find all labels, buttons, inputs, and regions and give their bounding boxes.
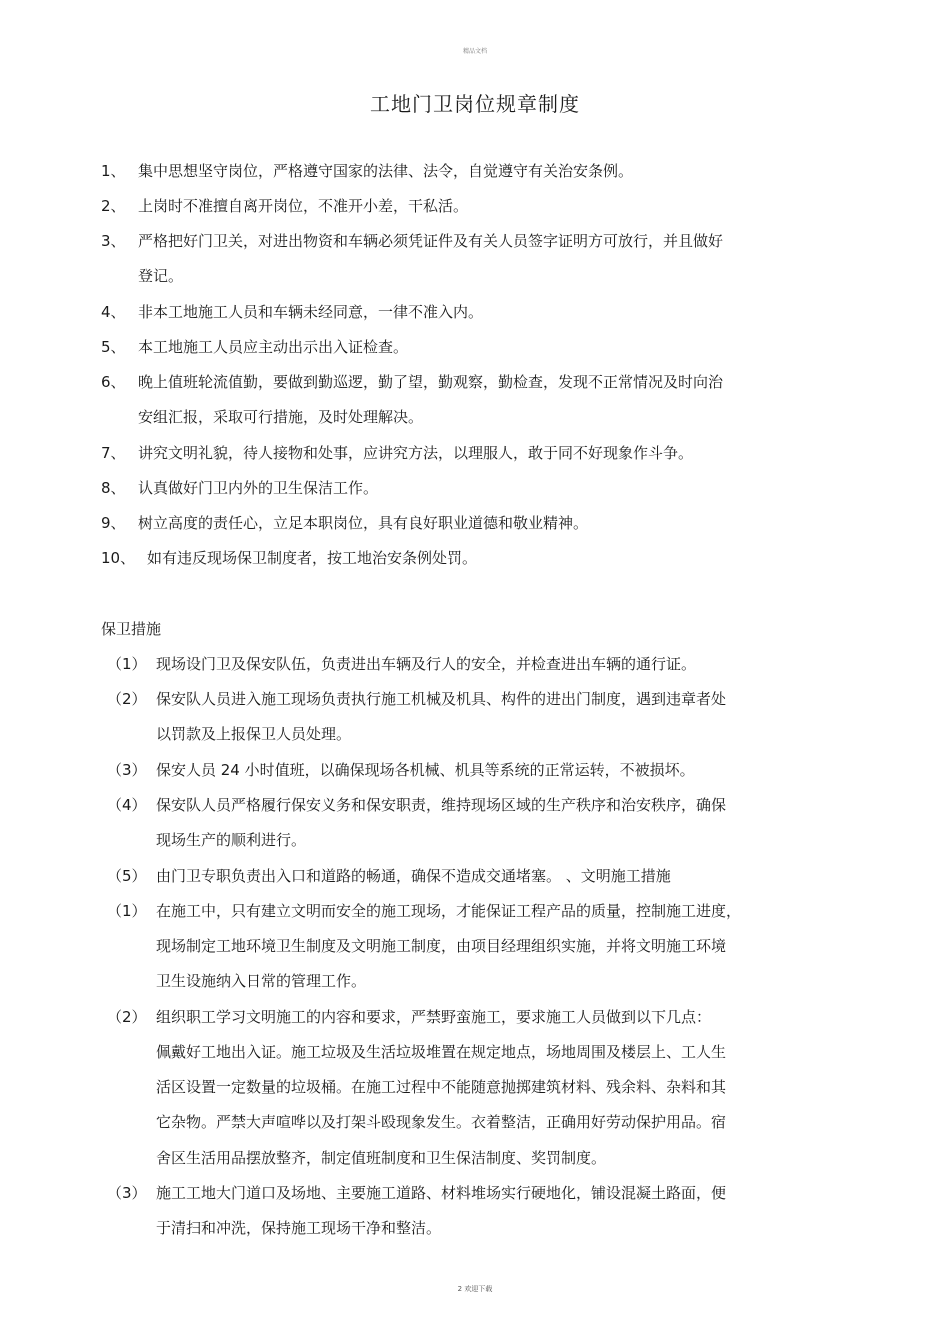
rule-number: 8、 (101, 479, 126, 497)
measure-text: 它杂物。严禁大声喧哗以及打架斗殴现象发生。衣着整洁，正确用好劳动保护用品。宿 (156, 1113, 727, 1131)
measure-number: （5） (107, 867, 147, 885)
rule-number: 7、 (101, 444, 126, 462)
measure-number: （3） (107, 1184, 147, 1202)
rule-number: 3、 (101, 232, 126, 250)
page-footer: 2 欢迎下载 (457, 1285, 493, 1293)
measure-text: 于清扫和冲洗，保持施工现场干净和整洁。 (156, 1219, 442, 1237)
header-note: 精品文档 (462, 48, 487, 55)
rule-text: 上岗时不准擅自离开岗位，不准开小差，干私活。 (138, 197, 469, 215)
rule-text: 如有违反现场保卫制度者，按工地治安条例处罚。 (147, 549, 478, 567)
rule-text: 讲究文明礼貌，待人接物和处事，应讲究方法，以理服人，敢于同不好现象作斗争。 (138, 444, 694, 462)
rule-text: 晚上值班轮流值勤，要做到勤巡逻，勤了望，勤观察，勤检查，发现不正常情况及时向治 (138, 373, 724, 391)
rule-text: 树立高度的责任心，立足本职岗位，具有良好职业道德和敬业精神。 (138, 514, 589, 532)
measure-number: （3） (107, 761, 147, 779)
measure-text: 在施工中，只有建立文明而安全的施工现场，才能保证工程产品的质量，控制施工进度， (156, 902, 742, 920)
rule-number: 9、 (101, 514, 126, 532)
section-title: 保卫措施 (101, 620, 162, 638)
measure-text: 现场制定工地环境卫生制度及文明施工制度，由项目经理组织实施，并将文明施工环境 (156, 937, 727, 955)
measure-text: 卫生设施纳入日常的管理工作。 (156, 972, 367, 990)
rule-text: 严格把好门卫关，对进出物资和车辆必须凭证件及有关人员签字证明方可放行，并且做好 (138, 232, 724, 250)
measure-text: 现场设门卫及保安队伍，负责进出车辆及行人的安全，并检查进出车辆的通行证。 (156, 655, 697, 673)
measure-number: （1） (107, 902, 147, 920)
rule-text: 集中思想坚守岗位，严格遵守国家的法律、法令，自觉遵守有关治安条例。 (138, 162, 634, 180)
measure-number: （1） (107, 655, 147, 673)
rule-number: 2、 (101, 197, 126, 215)
measure-number: （2） (107, 690, 147, 708)
rule-number: 10、 (101, 549, 136, 567)
measure-text: 保安人员 24 小时值班，以确保现场各机械、机具等系统的正常运转，不被损坏。 (156, 761, 695, 779)
measure-text: 由门卫专职负责出入口和道路的畅通，确保不造成交通堵塞。 、文明施工措施 (156, 867, 671, 885)
rule-number: 4、 (101, 303, 126, 321)
measure-text: 保安队人员进入施工现场负责执行施工机械及机具、构件的进出门制度，遇到违章者处 (156, 690, 727, 708)
rule-number: 6、 (101, 373, 126, 391)
rule-text: 认真做好门卫内外的卫生保洁工作。 (138, 479, 379, 497)
document-title: 工地门卫岗位规章制度 (370, 92, 580, 116)
measure-text: 舍区生活用品摆放整齐，制定值班制度和卫生保洁制度、奖罚制度。 (156, 1149, 607, 1167)
rule-text: 登记。 (138, 267, 184, 285)
measure-text: 佩戴好工地出入证。施工垃圾及生活垃圾堆置在规定地点，场地周围及楼层上、工人生 (156, 1043, 727, 1061)
rule-text: 本工地施工人员应主动出示出入证检查。 (138, 338, 409, 356)
measure-text: 组织职工学习文明施工的内容和要求，严禁野蛮施工，要求施工人员做到以下几点： (156, 1008, 712, 1026)
measure-text: 活区设置一定数量的垃圾桶。在施工过程中不能随意抛掷建筑材料、残余料、杂料和其 (156, 1078, 727, 1096)
measure-text: 保安队人员严格履行保安义务和保安职责，维持现场区域的生产秩序和治安秩序，确保 (156, 796, 727, 814)
measure-text: 施工工地大门道口及场地、主要施工道路、材料堆场实行硬地化，铺设混凝土路面，便 (156, 1184, 727, 1202)
rule-number: 5、 (101, 338, 126, 356)
measure-text: 以罚款及上报保卫人员处理。 (156, 725, 352, 743)
rule-text: 安组汇报，采取可行措施，及时处理解决。 (138, 408, 424, 426)
measure-number: （4） (107, 796, 147, 814)
rule-text: 非本工地施工人员和车辆未经同意，一律不准入内。 (138, 303, 484, 321)
measure-text: 现场生产的顺利进行。 (156, 831, 307, 849)
measure-number: （2） (107, 1008, 147, 1026)
rule-number: 1、 (101, 162, 126, 180)
